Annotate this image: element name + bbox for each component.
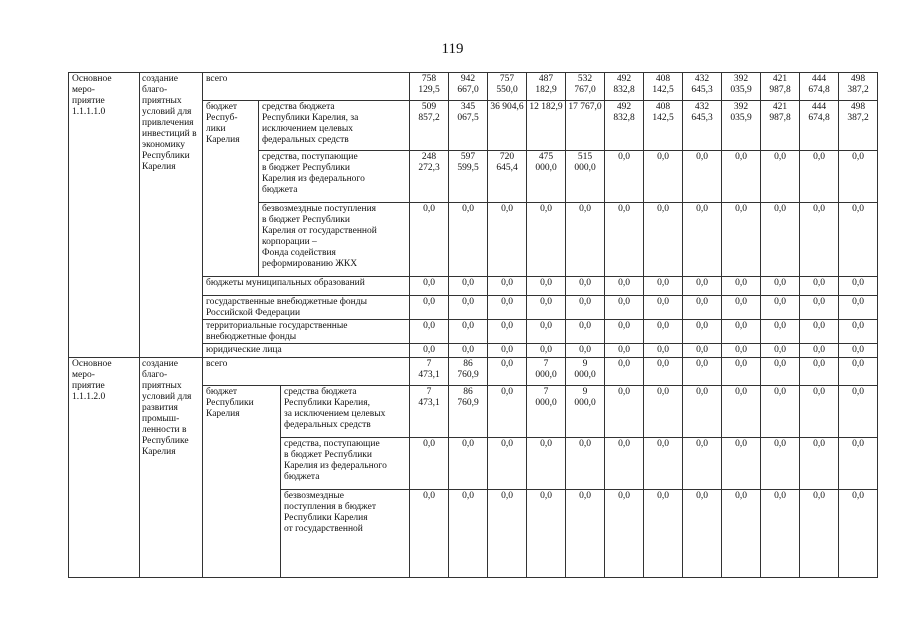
goal-cell: создание благо- приятных условий для привлечения инвестиций в экономику Республики Карелия xyxy=(140,73,203,358)
value-cell: 0,0 xyxy=(761,296,800,320)
value-cell: 444 674,8 xyxy=(800,73,839,101)
value-cell: 597 599,5 xyxy=(449,151,488,203)
value-cell: 0,0 xyxy=(683,277,722,296)
value-cell: 0,0 xyxy=(839,358,878,386)
source-cell: юридические лица xyxy=(203,344,410,358)
value-cell: 0,0 xyxy=(605,344,644,358)
measure-cell: Основное меро- приятие 1.1.1.2.0 xyxy=(69,358,140,578)
value-cell: 498 387,2 xyxy=(839,101,878,151)
sub-source-cell: средства бюджета Республики Карелия, за исключением целевых федеральных средств xyxy=(281,386,410,438)
value-cell: 345 067,5 xyxy=(449,101,488,151)
value-cell: 0,0 xyxy=(410,320,449,344)
value-cell: 0,0 xyxy=(566,490,605,578)
value-cell: 0,0 xyxy=(722,386,761,438)
value-cell: 0,0 xyxy=(527,296,566,320)
value-cell: 0,0 xyxy=(605,358,644,386)
value-cell: 0,0 xyxy=(722,296,761,320)
page-number: 119 xyxy=(441,41,464,57)
value-cell: 0,0 xyxy=(800,344,839,358)
value-cell: 720 645,4 xyxy=(488,151,527,203)
value-cell: 9 000,0 xyxy=(566,386,605,438)
value-cell: 487 182,9 xyxy=(527,73,566,101)
value-cell: 86 760,9 xyxy=(449,386,488,438)
value-cell: 0,0 xyxy=(644,203,683,277)
value-cell: 36 904,6 xyxy=(488,101,527,151)
value-cell: 248 272,3 xyxy=(410,151,449,203)
source-cell: территориальные государственные внебюджетные фонды xyxy=(203,320,410,344)
value-cell: 0,0 xyxy=(683,151,722,203)
value-cell: 7 473,1 xyxy=(410,358,449,386)
value-cell: 0,0 xyxy=(839,344,878,358)
value-cell: 7 000,0 xyxy=(527,358,566,386)
value-cell: 421 987,8 xyxy=(761,73,800,101)
value-cell: 0,0 xyxy=(488,490,527,578)
source-cell: бюджеты муниципальных образований xyxy=(203,277,410,296)
value-cell: 0,0 xyxy=(839,203,878,277)
value-cell: 0,0 xyxy=(644,320,683,344)
value-cell: 0,0 xyxy=(800,203,839,277)
source-cell: всего xyxy=(203,73,410,101)
value-cell: 0,0 xyxy=(410,296,449,320)
value-cell: 0,0 xyxy=(566,203,605,277)
value-cell: 392 035,9 xyxy=(722,73,761,101)
value-cell: 515 000,0 xyxy=(566,151,605,203)
value-cell: 0,0 xyxy=(800,386,839,438)
value-cell: 0,0 xyxy=(566,296,605,320)
value-cell: 0,0 xyxy=(683,386,722,438)
value-cell: 0,0 xyxy=(800,296,839,320)
value-cell: 0,0 xyxy=(839,490,878,578)
value-cell: 509 857,2 xyxy=(410,101,449,151)
value-cell: 0,0 xyxy=(761,358,800,386)
value-cell: 0,0 xyxy=(566,277,605,296)
value-cell: 0,0 xyxy=(722,358,761,386)
value-cell: 0,0 xyxy=(566,344,605,358)
value-cell: 0,0 xyxy=(683,490,722,578)
value-cell: 0,0 xyxy=(839,296,878,320)
value-cell: 0,0 xyxy=(761,151,800,203)
value-cell: 0,0 xyxy=(488,320,527,344)
value-cell: 7 000,0 xyxy=(527,386,566,438)
value-cell: 0,0 xyxy=(683,320,722,344)
value-cell: 0,0 xyxy=(722,277,761,296)
value-cell: 0,0 xyxy=(488,438,527,490)
source-cell: бюджет Республики Карелия xyxy=(203,386,281,578)
budget-table xyxy=(68,72,878,578)
value-cell: 0,0 xyxy=(722,344,761,358)
value-cell: 0,0 xyxy=(722,320,761,344)
value-cell: 0,0 xyxy=(800,358,839,386)
value-cell: 942 667,0 xyxy=(449,73,488,101)
value-cell: 0,0 xyxy=(449,490,488,578)
value-cell: 0,0 xyxy=(605,277,644,296)
value-cell: 0,0 xyxy=(605,151,644,203)
value-cell: 0,0 xyxy=(488,296,527,320)
value-cell: 0,0 xyxy=(449,320,488,344)
value-cell: 0,0 xyxy=(839,277,878,296)
value-cell: 0,0 xyxy=(683,296,722,320)
value-cell: 0,0 xyxy=(644,386,683,438)
value-cell: 9 000,0 xyxy=(566,358,605,386)
value-cell: 0,0 xyxy=(761,320,800,344)
table-row xyxy=(69,358,878,386)
value-cell: 757 550,0 xyxy=(488,73,527,101)
value-cell: 0,0 xyxy=(527,490,566,578)
value-cell: 0,0 xyxy=(683,438,722,490)
value-cell: 0,0 xyxy=(566,320,605,344)
source-cell: всего xyxy=(203,358,410,386)
value-cell: 0,0 xyxy=(605,296,644,320)
value-cell: 0,0 xyxy=(605,490,644,578)
value-cell: 0,0 xyxy=(449,203,488,277)
value-cell: 0,0 xyxy=(449,344,488,358)
value-cell: 0,0 xyxy=(761,277,800,296)
value-cell: 0,0 xyxy=(488,203,527,277)
value-cell: 0,0 xyxy=(761,344,800,358)
value-cell: 0,0 xyxy=(800,320,839,344)
measure-cell: Основное меро- приятие 1.1.1.1.0 xyxy=(69,73,140,358)
value-cell: 0,0 xyxy=(683,203,722,277)
value-cell: 0,0 xyxy=(527,203,566,277)
value-cell: 0,0 xyxy=(566,438,605,490)
value-cell: 0,0 xyxy=(761,386,800,438)
table-row xyxy=(69,73,878,101)
value-cell: 0,0 xyxy=(761,203,800,277)
value-cell: 0,0 xyxy=(722,151,761,203)
value-cell: 0,0 xyxy=(605,438,644,490)
value-cell: 0,0 xyxy=(839,386,878,438)
value-cell: 392 035,9 xyxy=(722,101,761,151)
value-cell: 408 142,5 xyxy=(644,73,683,101)
value-cell: 0,0 xyxy=(800,490,839,578)
value-cell: 0,0 xyxy=(644,277,683,296)
value-cell: 0,0 xyxy=(761,438,800,490)
value-cell: 0,0 xyxy=(527,320,566,344)
value-cell: 0,0 xyxy=(683,344,722,358)
value-cell: 0,0 xyxy=(839,438,878,490)
value-cell: 0,0 xyxy=(644,358,683,386)
value-cell: 0,0 xyxy=(488,386,527,438)
value-cell: 492 832,8 xyxy=(605,101,644,151)
value-cell: 0,0 xyxy=(410,490,449,578)
value-cell: 0,0 xyxy=(683,358,722,386)
value-cell: 0,0 xyxy=(488,277,527,296)
value-cell: 758 129,5 xyxy=(410,73,449,101)
value-cell: 0,0 xyxy=(410,277,449,296)
value-cell: 432 645,3 xyxy=(683,73,722,101)
value-cell: 0,0 xyxy=(761,490,800,578)
value-cell: 0,0 xyxy=(449,438,488,490)
value-cell: 0,0 xyxy=(605,203,644,277)
value-cell: 0,0 xyxy=(605,320,644,344)
value-cell: 0,0 xyxy=(644,296,683,320)
value-cell: 0,0 xyxy=(605,386,644,438)
value-cell: 0,0 xyxy=(644,438,683,490)
value-cell: 0,0 xyxy=(800,277,839,296)
value-cell: 0,0 xyxy=(839,320,878,344)
value-cell: 12 182,9 xyxy=(527,101,566,151)
value-cell: 0,0 xyxy=(410,438,449,490)
value-cell: 0,0 xyxy=(722,203,761,277)
source-cell: государственные внебюджетные фонды Российской Федерации xyxy=(203,296,410,320)
value-cell: 0,0 xyxy=(527,344,566,358)
sub-source-cell: средства, поступающие в бюджет Республики Карелия из федерального бюджета xyxy=(281,438,410,490)
source-cell: бюджет Респуб- лики Карелия xyxy=(203,101,259,277)
value-cell: 408 142,5 xyxy=(644,101,683,151)
value-cell: 0,0 xyxy=(839,151,878,203)
value-cell: 432 645,3 xyxy=(683,101,722,151)
goal-cell: создание благо- приятных условий для развития промыш- ленности в Республике Карелия xyxy=(140,358,203,578)
value-cell: 7 473,1 xyxy=(410,386,449,438)
sub-source-cell: безвозмездные поступления в бюджет Республики Карелия от государственной xyxy=(281,490,410,578)
value-cell: 0,0 xyxy=(410,203,449,277)
value-cell: 0,0 xyxy=(722,438,761,490)
value-cell: 0,0 xyxy=(410,344,449,358)
value-cell: 0,0 xyxy=(527,277,566,296)
value-cell: 0,0 xyxy=(449,296,488,320)
value-cell: 444 674,8 xyxy=(800,101,839,151)
value-cell: 0,0 xyxy=(644,490,683,578)
value-cell: 421 987,8 xyxy=(761,101,800,151)
sub-source-cell: безвозмездные поступления в бюджет Республики Карелия от государственной корпорации – Фонда содействия реформированию ЖКХ xyxy=(259,203,410,277)
sub-source-cell: средства, поступающие в бюджет Республики Карелия из федерального бюджета xyxy=(259,151,410,203)
value-cell: 0,0 xyxy=(527,438,566,490)
value-cell: 475 000,0 xyxy=(527,151,566,203)
value-cell: 0,0 xyxy=(644,151,683,203)
value-cell: 492 832,8 xyxy=(605,73,644,101)
value-cell: 498 387,2 xyxy=(839,73,878,101)
value-cell: 532 767,0 xyxy=(566,73,605,101)
value-cell: 0,0 xyxy=(800,151,839,203)
value-cell: 0,0 xyxy=(800,438,839,490)
value-cell: 0,0 xyxy=(644,344,683,358)
sub-source-cell: средства бюджета Республики Карелия, за исключением целевых федеральных средств xyxy=(259,101,410,151)
value-cell: 0,0 xyxy=(722,490,761,578)
value-cell: 0,0 xyxy=(488,344,527,358)
value-cell: 86 760,9 xyxy=(449,358,488,386)
value-cell: 0,0 xyxy=(488,358,527,386)
value-cell: 17 767,0 xyxy=(566,101,605,151)
value-cell: 0,0 xyxy=(449,277,488,296)
